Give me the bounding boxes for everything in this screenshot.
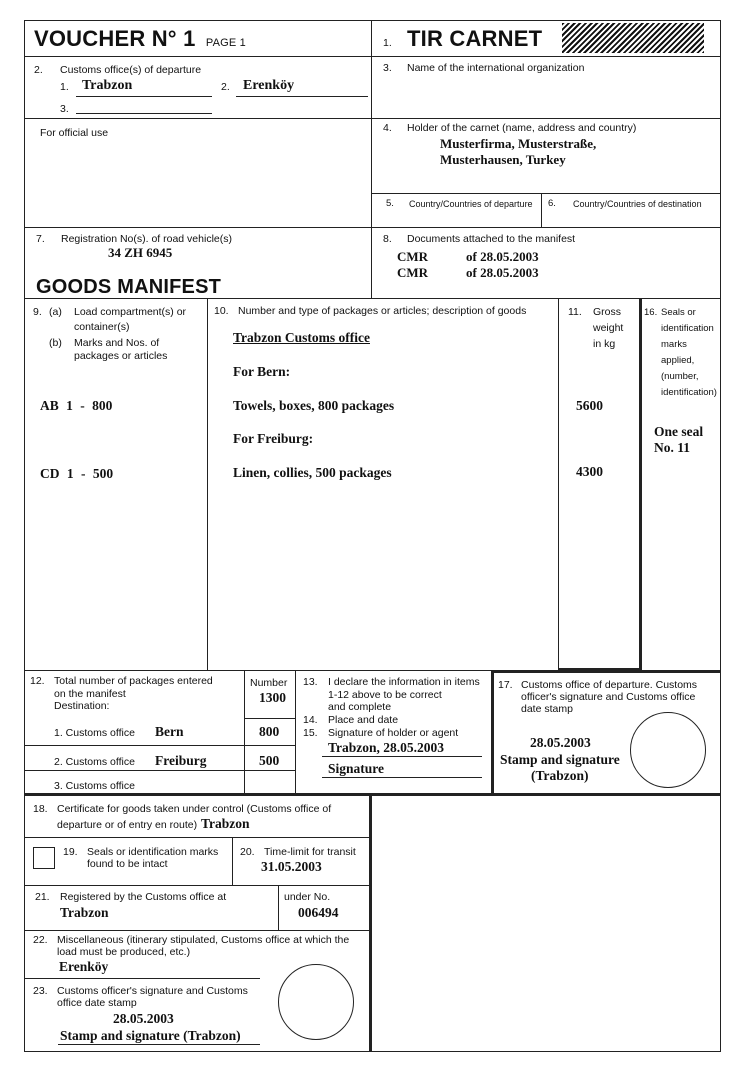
under-no-label: under No. [284, 891, 331, 903]
box14-label: Place and date [328, 714, 399, 726]
box18-number: 18. [33, 803, 48, 815]
voucher-title [34, 26, 246, 52]
box23-label-2: office date stamp [57, 997, 137, 1009]
box18-label-2: departure or of entry en route) [57, 819, 198, 831]
box2-office2-number: 2. [221, 81, 230, 93]
stamp-circle-customs [278, 964, 354, 1040]
box2-number: 2. [34, 64, 43, 76]
box3-number: 3. [383, 62, 392, 74]
box19-number: 19. [63, 846, 78, 858]
box21-label: Registered by the Customs office at [60, 891, 227, 903]
box12-number: 12. [30, 675, 45, 687]
box17-date: 28.05.2003 [530, 735, 591, 750]
destination-3-label: 3. Customs office [54, 780, 135, 792]
document-2-date: of 28.05.2003 [466, 265, 539, 280]
box9-a-label-1: Load compartment(s) or [74, 306, 187, 318]
box17-number: 17. [498, 679, 513, 691]
box10-label: Number and type of packages or articles; description of goods [238, 305, 527, 317]
box13-label-2: 1-12 above to be correct [328, 689, 442, 701]
registration-number: 006494 [298, 905, 339, 920]
box5-label: Country/Countries of departure [409, 199, 533, 209]
box11-label-1: Gross [593, 306, 622, 318]
vehicle-registration: 34 ZH 6945 [108, 245, 173, 260]
box22-label-1: Miscellaneous (itinerary stipulated, Customs office at which the [57, 934, 350, 946]
destination-1-name: Bern [155, 724, 184, 739]
box2-office3-number: 3. [60, 103, 69, 115]
official-use-label: For official use [40, 127, 109, 139]
box4-label: Holder of the carnet (name, address and country) [407, 122, 637, 134]
box2-office1-number: 1. [60, 81, 69, 93]
document-1-date: of 28.05.2003 [466, 249, 539, 264]
box16-label-6: identification) [661, 387, 717, 398]
box16-label-5: (number, [661, 371, 699, 382]
registered-office: Trabzon [60, 905, 109, 920]
box19-label-1: Seals or identification marks [87, 846, 219, 858]
box8-number: 8. [383, 233, 392, 245]
box15-number: 15. [303, 727, 318, 739]
voucher-title-text: VOUCHER N° 1 [34, 26, 196, 51]
goods-description-2: Linen, collies, 500 packages [233, 465, 392, 480]
marks-2: CD 1 - 500 [40, 466, 114, 481]
box23-date: 28.05.2003 [113, 1011, 174, 1026]
goods-destination-2: For Freiburg: [233, 431, 314, 446]
holder-signature: Signature [328, 761, 385, 776]
box9-number: 9. [33, 306, 42, 318]
box3-label: Name of the international organization [407, 62, 585, 74]
box16-label-3: marks [661, 339, 687, 350]
box20-label: Time-limit for transit [264, 846, 356, 858]
box9-a: (a) [49, 306, 62, 318]
box12-label-2: on the manifest [54, 688, 126, 700]
box9-b: (b) [49, 337, 62, 349]
box12-label-1: Total number of packages entered [54, 675, 213, 687]
page-label: PAGE 1 [205, 37, 246, 49]
box17-label-3: date stamp [521, 703, 573, 715]
box7-label: Registration No(s). of road vehicle(s) [61, 233, 232, 245]
box13-number: 13. [303, 676, 318, 688]
departure-office-1: Trabzon [82, 78, 133, 93]
box18-value: Trabzon [201, 816, 250, 831]
destination-1-count: 800 [259, 724, 280, 739]
box9-b-label-1: Marks and Nos. of [74, 337, 160, 349]
box11-label-3: in kg [593, 338, 616, 350]
box14-number: 14. [303, 714, 318, 726]
box15-label: Signature of holder or agent [328, 727, 459, 739]
box19-label-2: found to be intact [87, 858, 168, 870]
box21-number: 21. [35, 891, 50, 903]
box23-number: 23. [33, 985, 48, 997]
goods-manifest-title: GOODS MANIFEST [36, 276, 222, 298]
box22-label-2: load must be produced, etc.) [57, 946, 191, 958]
box5-number: 5. [386, 198, 394, 209]
box8-label: Documents attached to the manifest [407, 233, 576, 245]
document-1-type: CMR [397, 249, 429, 264]
box6-number: 6. [548, 198, 556, 209]
transit-time-limit: 31.05.2003 [261, 859, 322, 874]
box16-label-1: Seals or [661, 307, 696, 318]
destination-2-label: 2. Customs office [54, 756, 135, 768]
seal-value-1: One seal [654, 424, 704, 439]
box17-label-2: officer's signature and Customs office [521, 691, 696, 703]
number-label: Number [250, 677, 288, 689]
seals-intact-checkbox[interactable] [33, 847, 55, 869]
box23-stamp: Stamp and signature (Trabzon) [60, 1028, 241, 1043]
seal-value-2: No. 11 [654, 440, 691, 455]
box17-stamp-line-2: (Trabzon) [531, 768, 589, 783]
gross-weight-2: 4300 [576, 464, 603, 479]
total-packages: 1300 [259, 690, 286, 705]
box12-label-3: Destination: [54, 700, 110, 712]
box9-a-label-2: container(s) [74, 321, 130, 333]
box18-label-1: Certificate for goods taken under control (Customs office of [57, 803, 332, 815]
box13-label-3: and complete [328, 701, 392, 713]
box11-number: 11. [568, 306, 582, 318]
destination-2-name: Freiburg [155, 753, 207, 768]
box6-label: Country/Countries of destination [573, 199, 702, 209]
box16-label-4: applied, [661, 355, 695, 366]
box2-label: Customs office(s) of departure [60, 64, 202, 76]
hatched-field [562, 23, 704, 53]
box10-number: 10. [214, 305, 229, 317]
holder-line-2: Musterhausen, Turkey [440, 152, 566, 167]
box17-stamp-line-1: Stamp and signature [500, 752, 620, 767]
box11-label-2: weight [593, 322, 624, 334]
stamp-circle-departure [630, 712, 706, 788]
goods-description-1: Towels, boxes, 800 packages [233, 398, 395, 413]
box20-number: 20. [240, 846, 255, 858]
box16-number: 16. [644, 307, 658, 318]
box7-number: 7. [36, 233, 45, 245]
box22-number: 22. [33, 934, 48, 946]
box16-label-2: identification [661, 323, 714, 334]
miscellaneous-value: Erenköy [59, 959, 109, 974]
holder-line-1: Musterfirma, Musterstraße, [440, 136, 597, 151]
departure-office-2: Erenköy [243, 78, 295, 93]
box9-b-label-2: packages or articles [74, 350, 168, 362]
box23-label-1: Customs officer's signature and Customs [57, 985, 248, 997]
tir-carnet-title: TIR CARNET [407, 26, 543, 51]
marks-1: AB 1 - 800 [40, 398, 113, 413]
place-and-date: Trabzon, 28.05.2003 [328, 740, 445, 755]
box4-number: 4. [383, 122, 392, 134]
goods-office: Trabzon Customs office [233, 330, 370, 345]
document-2-type: CMR [397, 265, 429, 280]
tir-number: 1. [383, 37, 392, 49]
destination-1-label: 1. Customs office [54, 727, 135, 739]
destination-2-count: 500 [259, 753, 280, 768]
gross-weight-1: 5600 [576, 398, 603, 413]
box13-label-1: I declare the information in items [328, 676, 480, 688]
goods-destination-1: For Bern: [233, 364, 291, 379]
box17-label-1: Customs office of departure. Customs [521, 679, 698, 691]
